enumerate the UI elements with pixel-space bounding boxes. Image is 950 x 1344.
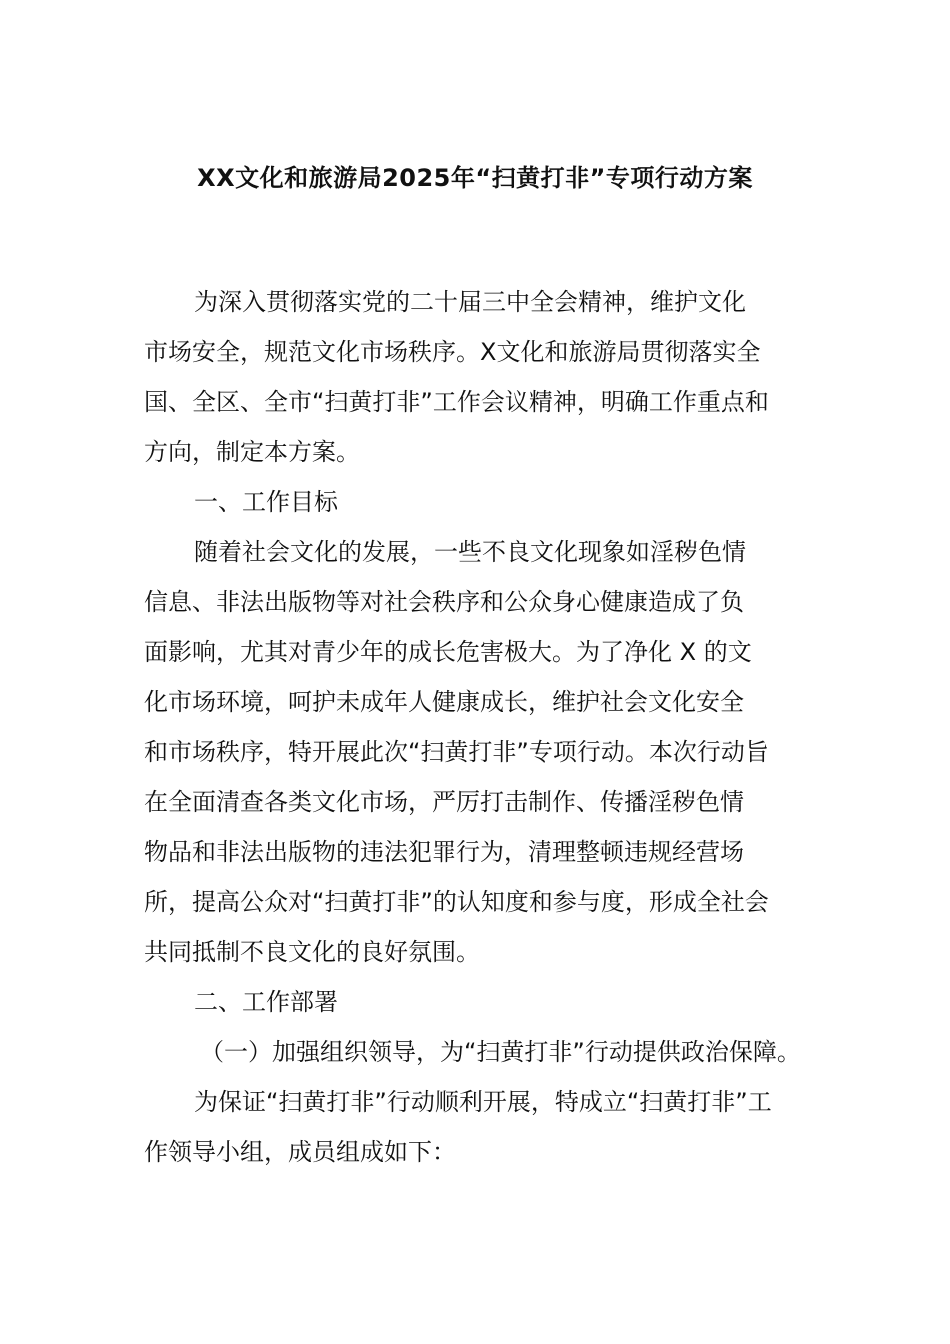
paragraph-line: 面影响，尤其对青少年的成长危害极大。为了净化 X 的文 [144,638,752,666]
paragraph-line: 国、全区、全市“扫黄打非”工作会议精神，明确工作重点和 [144,388,769,416]
paragraph-line: 方向，制定本方案。 [144,438,360,466]
paragraph-line: 化市场环境，呵护未成年人健康成长，维护社会文化安全 [144,688,744,716]
paragraph-line: 信息、非法出版物等对社会秩序和公众身心健康造成了负 [144,588,744,616]
paragraph-line: 市场安全，规范文化市场秩序。X文化和旅游局贯彻落实全 [144,338,761,366]
paragraph-line: 和市场秩序，特开展此次“扫黄打非”专项行动。本次行动旨 [144,738,769,766]
paragraph-line: 在全面清查各类文化市场，严厉打击制作、传播淫秽色情 [144,788,744,816]
paragraph-line: 为保证“扫黄打非”行动顺利开展，特成立“扫黄打非”工 [194,1088,772,1116]
paragraph-line: 共同抵制不良文化的良好氛围。 [144,938,480,966]
section-heading: 二、工作部署 [194,988,338,1016]
subsection-heading: （一）加强组织领导，为“扫黄打非”行动提供政治保障。 [200,1038,801,1066]
paragraph-line: 作领导小组，成员组成如下： [144,1138,456,1166]
section-heading: 一、工作目标 [194,488,338,516]
paragraph-line: 随着社会文化的发展，一些不良文化现象如淫秽色情 [194,538,746,566]
paragraph-line: 物品和非法出版物的违法犯罪行为，清理整顿违规经营场 [144,838,744,866]
paragraph-line: 所，提高公众对“扫黄打非”的认知度和参与度，形成全社会 [144,888,769,916]
document-title: XX文化和旅游局2025年“扫黄打非”专项行动方案 [197,164,753,192]
paragraph-line: 为深入贯彻落实党的二十届三中全会精神，维护文化 [194,288,746,316]
